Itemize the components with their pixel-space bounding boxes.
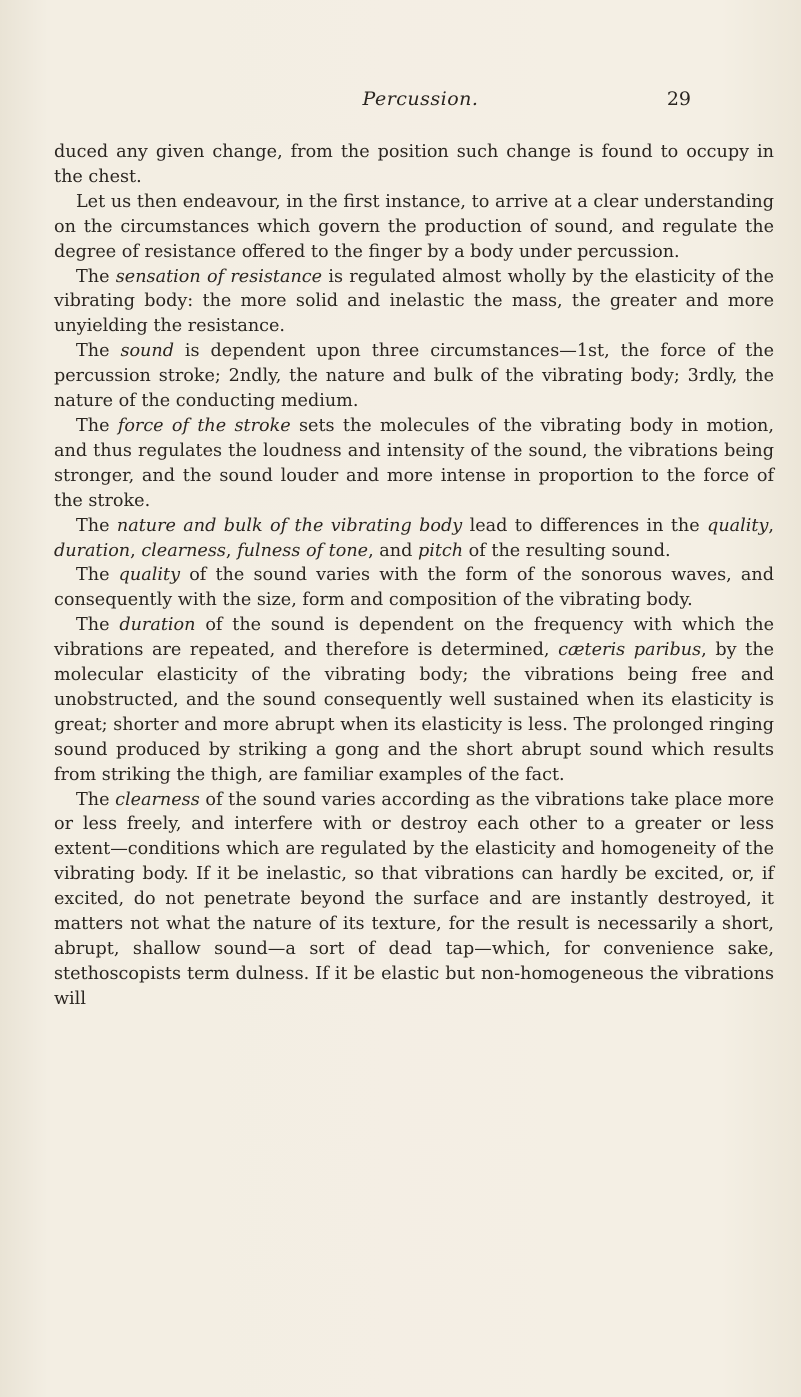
text-run: The: [76, 515, 117, 536]
text-run: The: [76, 789, 116, 810]
paragraph: [54, 339, 774, 414]
text-run: , and: [368, 540, 418, 561]
text-run: is dependent upon three circumstances—1st, the force of the percussion stroke; 2ndly, the nature and bulk of the vibrating body; 3rdly, the nature of the conducting medium.: [54, 341, 775, 412]
running-title: Percussion.: [362, 88, 479, 110]
italic-term: quality: [118, 565, 181, 586]
text-run: ,: [225, 540, 238, 561]
paragraph: [54, 265, 774, 340]
paragraph: [54, 613, 774, 787]
paragraph: [54, 788, 774, 1012]
italic-term: duration: [54, 540, 131, 561]
italic-term: fulness of tone: [237, 540, 369, 561]
text-run: duced any given change, from the position such change is found to occupy in the chest.: [54, 142, 774, 187]
paragraph: [54, 514, 774, 564]
paragraph: [54, 563, 774, 613]
italic-term: quality: [707, 515, 769, 536]
text-run: , by the molecular elasticity of the vibrating body; the vibrations being free and unobstructed, and the sound consequently well sustained when its elasticity is great; shorter and more abrupt when its elasticity is less. The prolonged ringing sound produced by striking a gong and the short abrupt sound which results from striking the thigh, are familiar examples of the fact.: [54, 640, 774, 785]
italic-term: clearness: [141, 540, 226, 561]
text-run: is regulated almost wholly by the elasticity of the vibrating body: the more solid and inelastic the mass, the greater and more unyielding the resistance.: [54, 266, 774, 337]
italic-term: sensation of resistance: [115, 266, 323, 287]
text-run: of the sound varies according as the vibrations take place more or less freely, and interfere with or destroy each other to a greater or less extent—conditions which are regulated by the elasticity and homogeneity of the vibrating body. If it be inelastic, so that vibrations can hardly be excited, or, if excited, do not penetrate beyond the surface and are instantly destroyed, it matters not what the nature of its texture, for the result is necessarily a short, abrupt, shallow sound—a sort of dead tap—which, for convenience sake, stethoscopists term dulness. If it be elastic but non-homogeneous the vibrations will: [54, 789, 775, 1009]
text-run: The: [76, 341, 121, 362]
paragraph: [54, 140, 774, 190]
text-run: lead to differences in the: [462, 515, 708, 536]
italic-term: nature and bulk of the vibrating body: [116, 515, 463, 536]
paragraph: [54, 414, 774, 514]
text-run: ,: [130, 540, 142, 561]
text-run: of the sound varies with the form of the sonorous waves, and consequently with the size, form and composition of the vibrating body.: [54, 565, 774, 611]
text-run: Let us then endeavour, in the first instance, to arrive at a clear understanding on the circumstances which govern the production of sound, and regulate the degree of resistance offered to the finger by a body under percussion.: [54, 191, 774, 262]
italic-term: duration: [119, 615, 196, 636]
page-number: 29: [666, 88, 691, 110]
text-run: The: [76, 266, 116, 287]
text-run: of the resulting sound.: [463, 540, 671, 561]
italic-term: clearness: [115, 789, 200, 810]
paragraph: [54, 190, 774, 265]
italic-term: sound: [120, 341, 174, 362]
text-run: The: [76, 415, 118, 436]
italic-term: force of the stroke: [117, 415, 291, 436]
text-run: sets the molecules of the vibrating body in motion, and thus regulates the loudness and intensity of the sound, the vibrations being stronger, and the sound louder and more intense in proportion to the force of the stroke.: [54, 415, 774, 511]
text-run: The: [76, 565, 119, 586]
italic-term: cæteris paribus: [558, 640, 702, 661]
body-text: [54, 140, 774, 1012]
text-run: of the sound is dependent on the frequency with which the vibrations are repeated, and therefore is determined,: [54, 615, 775, 661]
text-run: The: [76, 615, 120, 636]
page-header: [0, 88, 801, 118]
italic-term: pitch: [417, 540, 464, 561]
text-run: ,: [768, 515, 775, 536]
